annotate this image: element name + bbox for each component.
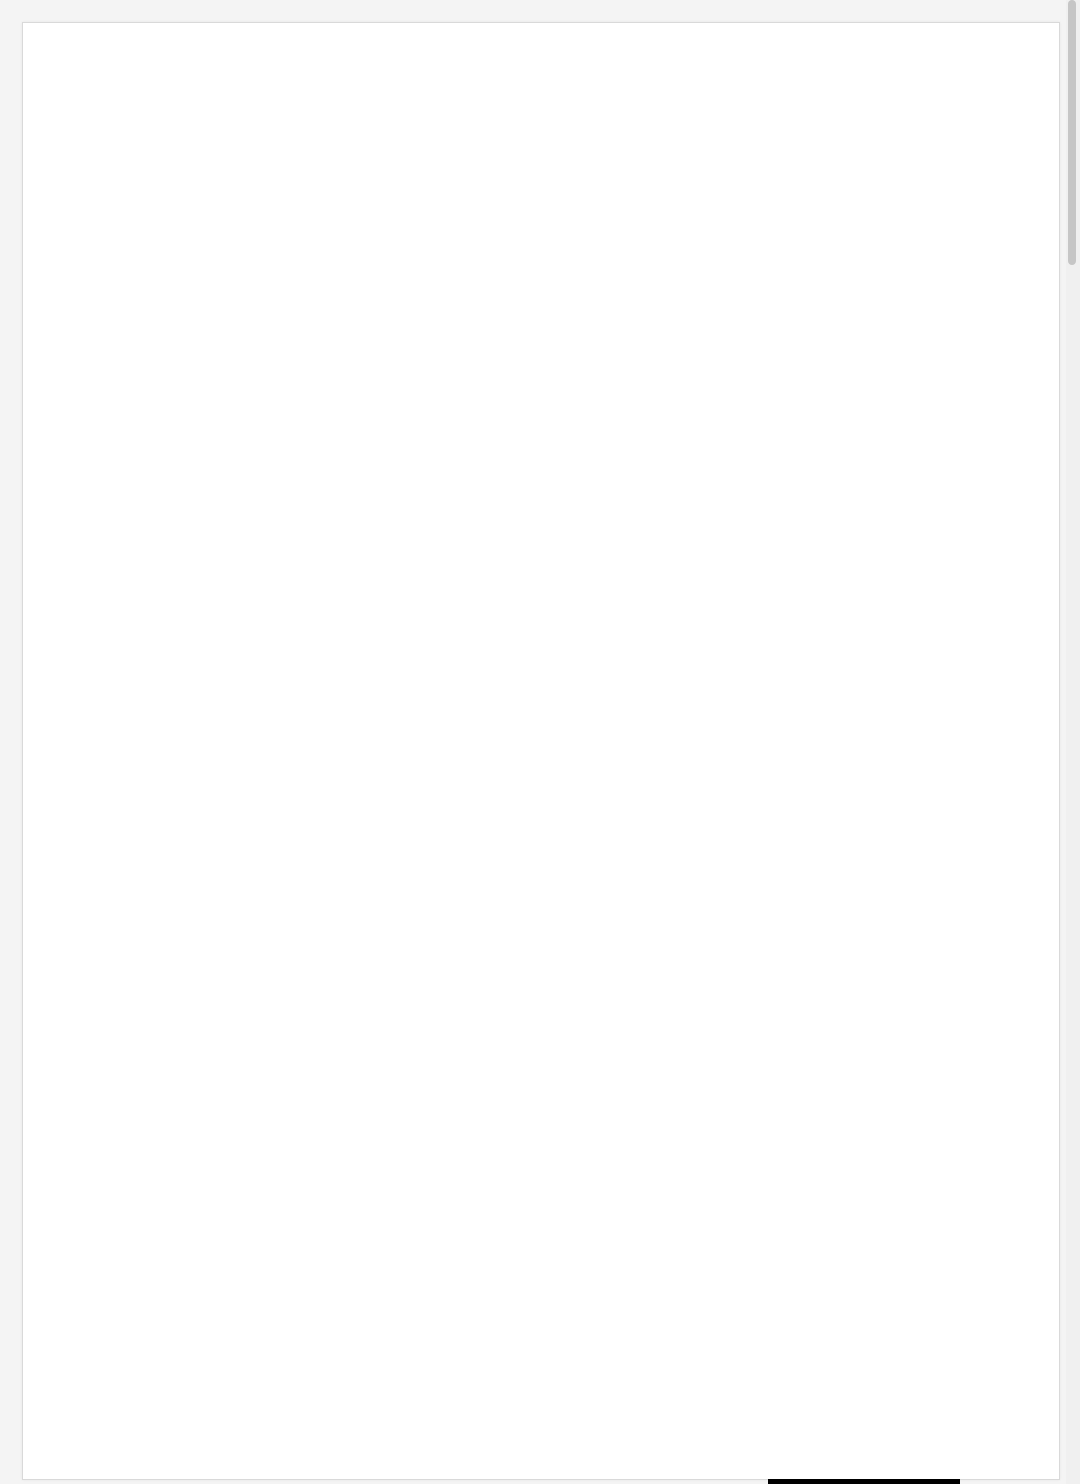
header-o-quantitative — [825, 163, 972, 229]
group-reaction-au-signal — [272, 212, 456, 242]
group-arrivee — [702, 212, 825, 242]
header-nom-prenom — [140, 212, 272, 309]
home-indicator — [768, 1479, 960, 1484]
header-numero — [90, 212, 140, 309]
header-observation-qualitative — [272, 163, 825, 212]
group-course — [604, 212, 702, 242]
group-redressement — [456, 212, 604, 242]
header-performance — [825, 229, 972, 295]
